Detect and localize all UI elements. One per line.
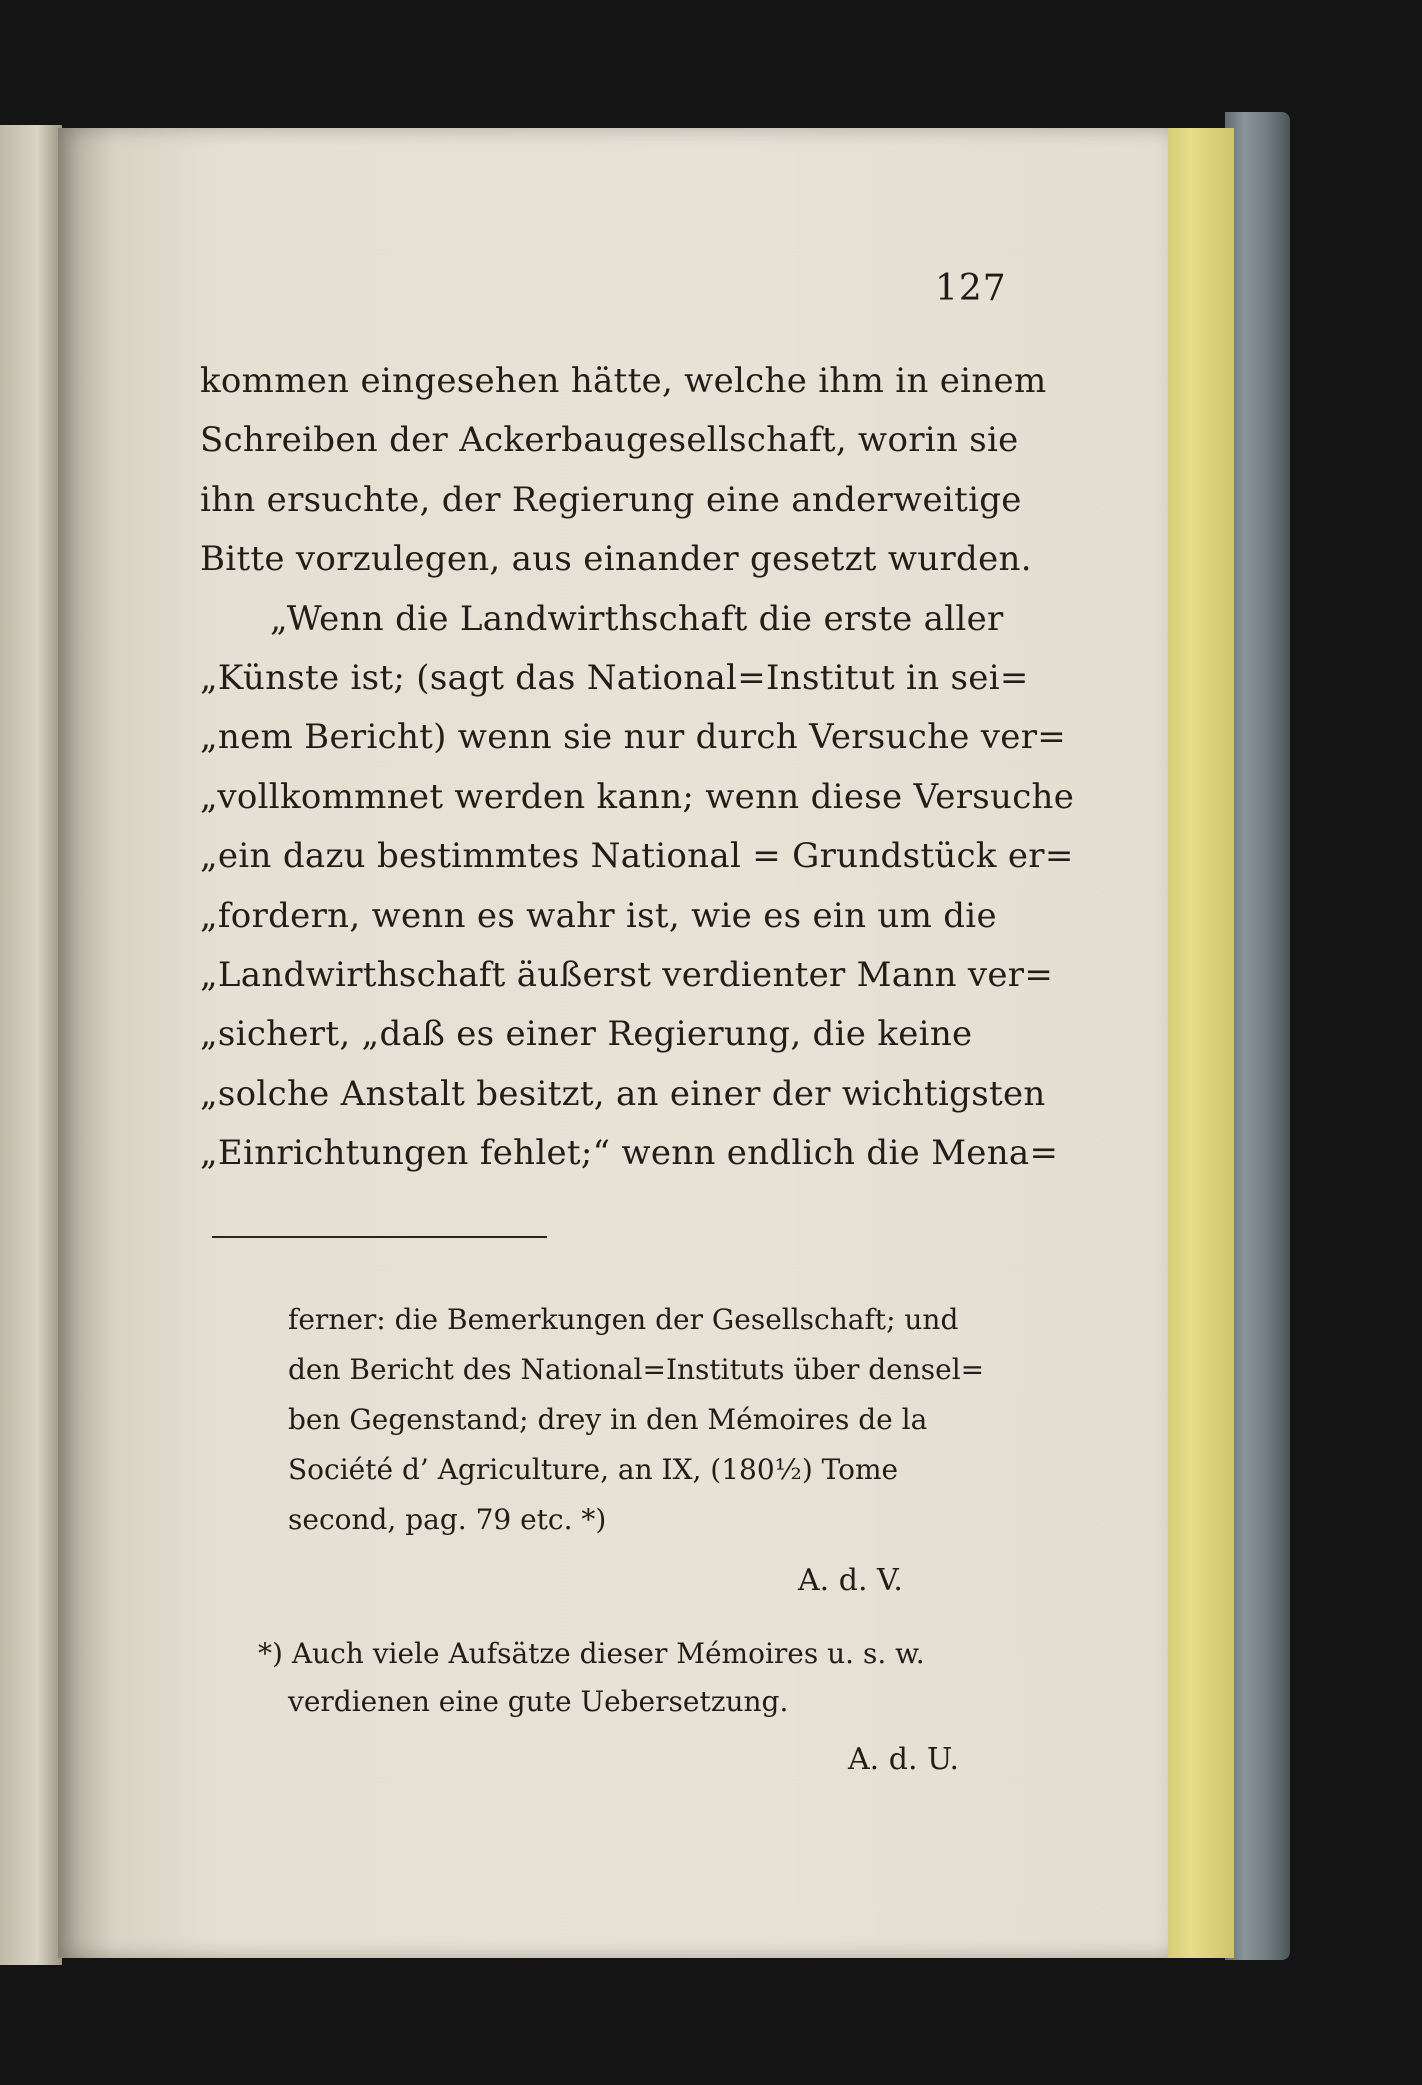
body-text — [200, 352, 1075, 1183]
text-line: „Wenn die Landwirthschaft die erste aller — [270, 598, 1004, 639]
footnote-line: ferner: die Bemerkungen der Gesellschaft; und — [288, 1303, 959, 1336]
footnote-line: Société d’ Agriculture, an IX, (180½) Tome — [288, 1453, 899, 1486]
translator-note — [258, 1630, 1018, 1726]
text-line: „sichert, „daß es einer Regierung, die keine — [200, 1014, 973, 1055]
text-line: „fordern, wenn es wahr ist, wie es ein um die — [200, 895, 997, 936]
footnote-signature: A. d. V. — [798, 1563, 903, 1598]
text-line: kommen eingesehen hätte, welche ihm in einem — [200, 361, 1047, 401]
text-line: „nem Bericht) wenn sie nur durch Versuche ver= — [200, 717, 1067, 758]
footnote-line: ben Gegenstand; drey in den Mémoires de la — [288, 1403, 928, 1436]
book-cover-board — [1225, 112, 1290, 1960]
note-line: *) Auch viele Aufsätze dieser Mémoires u. s. w. — [258, 1637, 925, 1670]
footnote — [288, 1295, 1018, 1545]
footnote-rule — [212, 1236, 547, 1238]
text-line: „ein dazu bestimmtes National = Grundstück er= — [200, 836, 1074, 877]
text-line: „Landwirthschaft äußerst verdienter Mann ver= — [200, 954, 1054, 995]
footnote-line: den Bericht des National=Instituts über densel= — [288, 1353, 985, 1386]
note-signature: A. d. U. — [848, 1742, 960, 1777]
page-fore-edge — [1162, 128, 1234, 1958]
text-line: Bitte vorzulegen, aus einander gesetzt wurden. — [200, 539, 1032, 580]
note-line: verdienen eine gute Uebersetzung. — [288, 1685, 789, 1718]
text-line: „Einrichtungen fehlet;“ wenn endlich die Mena= — [200, 1133, 1059, 1174]
text-line: ihn ersuchte, der Regierung eine anderweitige — [200, 479, 1022, 520]
text-line: „vollkommnet werden kann; wenn diese Versuche — [200, 776, 1075, 817]
left-page-edge — [0, 125, 62, 1965]
footnote-line: second, pag. 79 etc. *) — [288, 1503, 607, 1536]
page-number: 127 — [935, 268, 1007, 309]
text-line: „solche Anstalt besitzt, an einer der wichtigsten — [200, 1073, 1046, 1114]
text-line: Schreiben der Ackerbaugesellschaft, worin sie — [200, 420, 1019, 461]
text-line: „Künste ist; (sagt das National=Institut in sei= — [200, 657, 1029, 698]
